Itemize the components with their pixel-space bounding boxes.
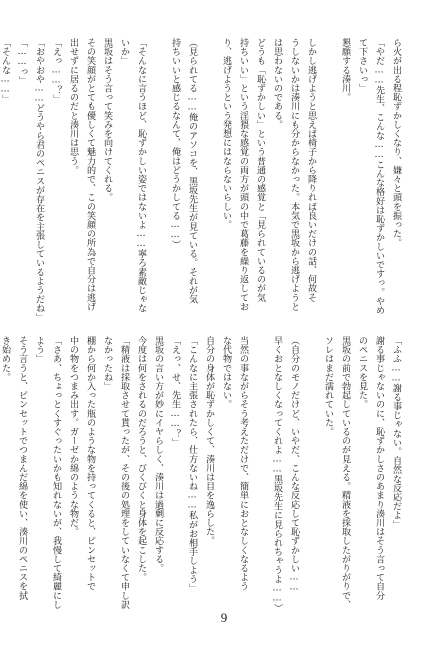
text-line: 黒坂はそう言って笑みを向けてくれる。 bbox=[102, 38, 112, 202]
text-line: 「おやおや……どうやら君のペニスが存在を主張しているようだね」 bbox=[34, 38, 44, 322]
text-line: 「やだ……先生、こんな……こんな格好は恥ずかしいですっ。やめ bbox=[374, 38, 384, 315]
text-line: なかったね」 bbox=[102, 336, 112, 391]
text-line: 懇願する湊川。 bbox=[340, 38, 350, 102]
text-line: 謝る事じゃないのに、恥ずかしさのあまり湊川はそう言って自分 bbox=[374, 336, 384, 600]
text-line bbox=[251, 336, 268, 598]
text-line: 持ちいい」という淫猥な感覚の両方が頭の中で葛藤を繰り返してお bbox=[238, 38, 248, 311]
text-line bbox=[149, 38, 166, 300]
text-line: 「えっ……？」 bbox=[51, 38, 61, 104]
text-line: 自分の身体が恥ずかしくて、湊川は目を逸らした。 bbox=[204, 336, 214, 546]
text-line: ソレはまだ濡れていた。 bbox=[323, 336, 333, 437]
text-line: その笑顔がとても優しくて魅力的で、この笑顔の所為で自分は逃げ bbox=[85, 38, 95, 311]
text-line: て下さいっ」 bbox=[357, 38, 367, 93]
text-line: ら火が出る程恥ずかしくなり、嫌々と頭を振った。 bbox=[391, 38, 401, 248]
text-line: 今度は何をされるのだろうと、びくびくと身体を起こした。 bbox=[136, 336, 146, 582]
text-line bbox=[200, 38, 217, 300]
text-line: 「ふふ……謝る事じゃない。自然な反応だよ」 bbox=[391, 336, 401, 529]
text-line: のペニスを見た。 bbox=[357, 336, 367, 409]
text-line: そう言うと、ピンセットでつまんだ綿を使い、湊川のペニスを拭 bbox=[17, 336, 27, 600]
text-line: 「さあ、ちょっとくすぐったいかも知れないが、我慢して綺麗にし bbox=[51, 336, 61, 609]
text-line: 黒坂の前で勃起しているのが見える。精液を採取したがりがりで、 bbox=[340, 336, 350, 609]
text-line: 「こんなに主張されたら、仕方ないね……私がお相手しよう」 bbox=[187, 336, 197, 593]
text-line: は思わないのである。 bbox=[272, 38, 282, 129]
text-line: 当然の事ながらそう考えただけで、簡単におとなしくなるよう bbox=[238, 336, 248, 591]
text-line: （見られてる……俺のアソコを、黒坂先生が見ている。それが気 bbox=[187, 38, 197, 304]
text-line: 黒坂の言い方が妙にイヤらしく、湊川は過剰に反応する。 bbox=[153, 336, 163, 573]
text-line: り、逃げようという発想にはならないらしい。 bbox=[221, 38, 231, 230]
text-line: 持ちいいと感じるなんて、俺はどうかしてる……） bbox=[170, 38, 180, 250]
text-line: よう」 bbox=[34, 336, 44, 364]
lower-text-block bbox=[0, 336, 404, 613]
text-line: 棚から何か入った瓶のような物を持ってくると、ピンセットで bbox=[85, 336, 95, 591]
text-line: しかし逃げようと思えば椅子から降りれば良いだけの話、何故そ bbox=[306, 38, 316, 302]
text-line: いか」 bbox=[119, 38, 129, 66]
text-line: 「そんなに言うほど、恥ずかしい姿ではないよ……寧ろ素敵じゃな bbox=[136, 38, 146, 313]
text-line: き始めた。 bbox=[0, 336, 10, 382]
text-line: （自分のモノだけど、いやだ、こんな反応して恥ずかしい…… bbox=[289, 336, 299, 593]
text-line: うしないかは湊川にも分からなかった。本気で黒坂から逃げようと bbox=[289, 38, 299, 311]
text-line: 「そんな……」 bbox=[0, 38, 10, 104]
text-line bbox=[302, 336, 319, 598]
text-line bbox=[319, 38, 336, 300]
text-line: 中の物をつまみ出す。ガーゼか綿のような物だ。 bbox=[68, 336, 78, 537]
text-line: 「精液は採取させて貰ったが、その後の処理をしていなくて申し訳 bbox=[119, 336, 129, 609]
page-number: 9 bbox=[220, 610, 228, 625]
text-line: どうも「恥ずかしい」という普通の感覚と「見られているのが気 bbox=[255, 38, 265, 302]
text-line: 「……っ」 bbox=[17, 38, 27, 86]
text-line: 早くおとなしくなってくれよ……黒坂先生に見られちゃうよ……） bbox=[272, 336, 282, 613]
text-line: 「えっ、せ、先生……？」 bbox=[170, 336, 180, 447]
text-line: 出せずに居るのだと湊川は思う。 bbox=[68, 38, 78, 175]
text-line: な代物ではない。 bbox=[221, 336, 231, 409]
upper-text-block bbox=[0, 38, 404, 322]
